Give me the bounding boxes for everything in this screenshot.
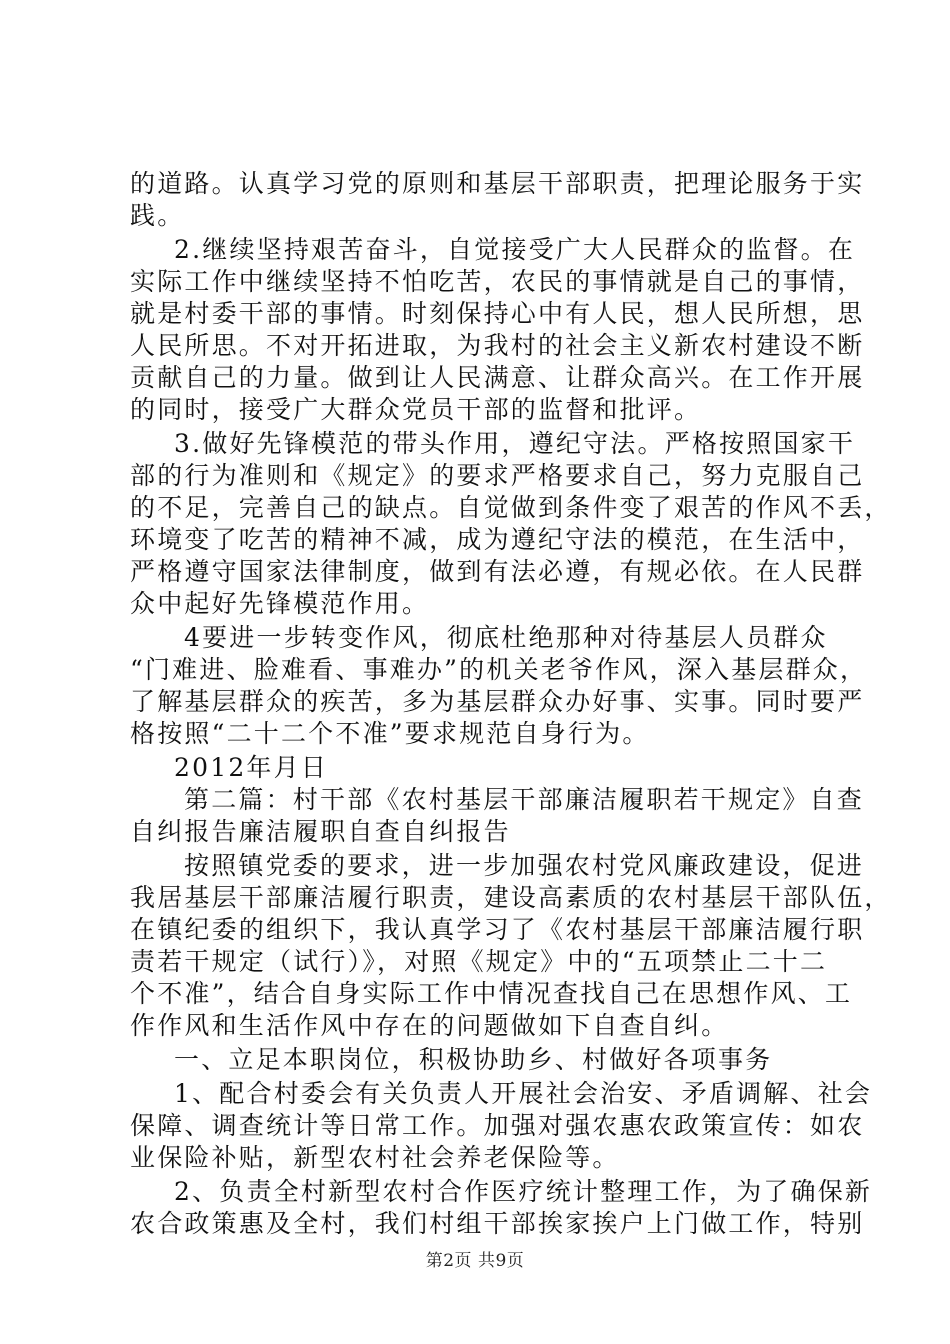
- text-line: 人民所思。不对开拓进取，为我村的社会主义新农村建设不断: [130, 331, 865, 360]
- section-heading: 第二篇：村干部《农村基层干部廉洁履职若干规定》自查: [184, 785, 865, 814]
- document-body: [130, 168, 892, 1240]
- text-line: 了解基层群众的疾苦，多为基层群众办好事、实事。同时要严: [130, 687, 865, 716]
- text-line: 众中起好先锋模范作用。: [130, 589, 430, 618]
- text-line: 我居基层干部廉洁履行职责，建设高素质的农村基层干部队伍，: [130, 883, 892, 912]
- text-line: 实际工作中继续坚持不怕吃苦，农民的事情就是自己的事情，: [130, 267, 865, 296]
- text-line: “门难进、脸难看、事难办”的机关老爷作风，深入基层群众，: [130, 655, 868, 684]
- subsection-heading: 一、立足本职岗位，积极协助乡、村做好各项事务: [174, 1045, 773, 1074]
- text-line: 践。: [130, 201, 185, 230]
- text-line: 1、配合村委会有关负责人开展社会治安、矛盾调解、社会: [174, 1079, 873, 1108]
- text-line: 按照镇党委的要求，进一步加强农村党风廉政建设，促进: [184, 851, 865, 880]
- text-line: 作作风和生活作风中存在的问题做如下自查自纠。: [130, 1011, 729, 1040]
- text-line: 在镇纪委的组织下，我认真学习了《农村基层干部廉洁履行职: [130, 915, 865, 944]
- section-heading: 自纠报告廉洁履职自查自纠报告: [130, 817, 511, 846]
- text-line: 业保险补贴，新型农村社会养老保险等。: [130, 1143, 620, 1172]
- text-line: 环境变了吃苦的精神不减，成为遵纪守法的模范，在生活中，: [130, 525, 865, 554]
- text-line: 3.做好先锋模范的带头作用，遵纪守法。严格按照国家干: [174, 429, 856, 458]
- text-line: 保障、调查统计等日常工作。加强对强农惠农政策宣传：如农: [130, 1111, 865, 1140]
- text-line: 的同时，接受广大群众党员干部的监督和批评。: [130, 395, 702, 424]
- text-line: 的道路。认真学习党的原则和基层干部职责，把理论服务于实: [130, 169, 865, 198]
- text-line: 2、负责全村新型农村合作医疗统计整理工作，为了确保新: [174, 1177, 873, 1206]
- text-line: 贡献自己的力量。做到让人民满意、让群众高兴。在工作开展: [130, 363, 865, 392]
- text-line: 部的行为准则和《规定》的要求严格要求自己，努力克服自己: [130, 461, 865, 490]
- text-line: 农合政策惠及全村，我们村组干部挨家挨户上门做工作，特别: [130, 1209, 865, 1238]
- date-line: 2012年月日: [174, 753, 329, 782]
- text-line: 严格遵守国家法律制度，做到有法必遵，有规必依。在人民群: [130, 557, 865, 586]
- text-line: 责若干规定（试行）》，对照《规定》中的“五项禁止二十二: [130, 947, 828, 976]
- text-line: 个不准”，结合自身实际工作中情况查找自己在思想作风、工: [130, 979, 853, 1008]
- page-footer: 第2页 共9页: [425, 1251, 525, 1271]
- text-line: 就是村委干部的事情。时刻保持心中有人民，想人民所想，思: [130, 299, 865, 328]
- text-line: 2.继续坚持艰苦奋斗，自觉接受广大人民群众的监督。在: [174, 235, 856, 264]
- text-line: 4要进一步转变作风，彻底杜绝那种对待基层人员群众: [184, 623, 828, 652]
- text-line: 格按照“二十二个不准”要求规范自身行为。: [130, 719, 650, 748]
- text-line: 的不足，完善自己的缺点。自觉做到条件变了艰苦的作风不丢，: [130, 493, 892, 522]
